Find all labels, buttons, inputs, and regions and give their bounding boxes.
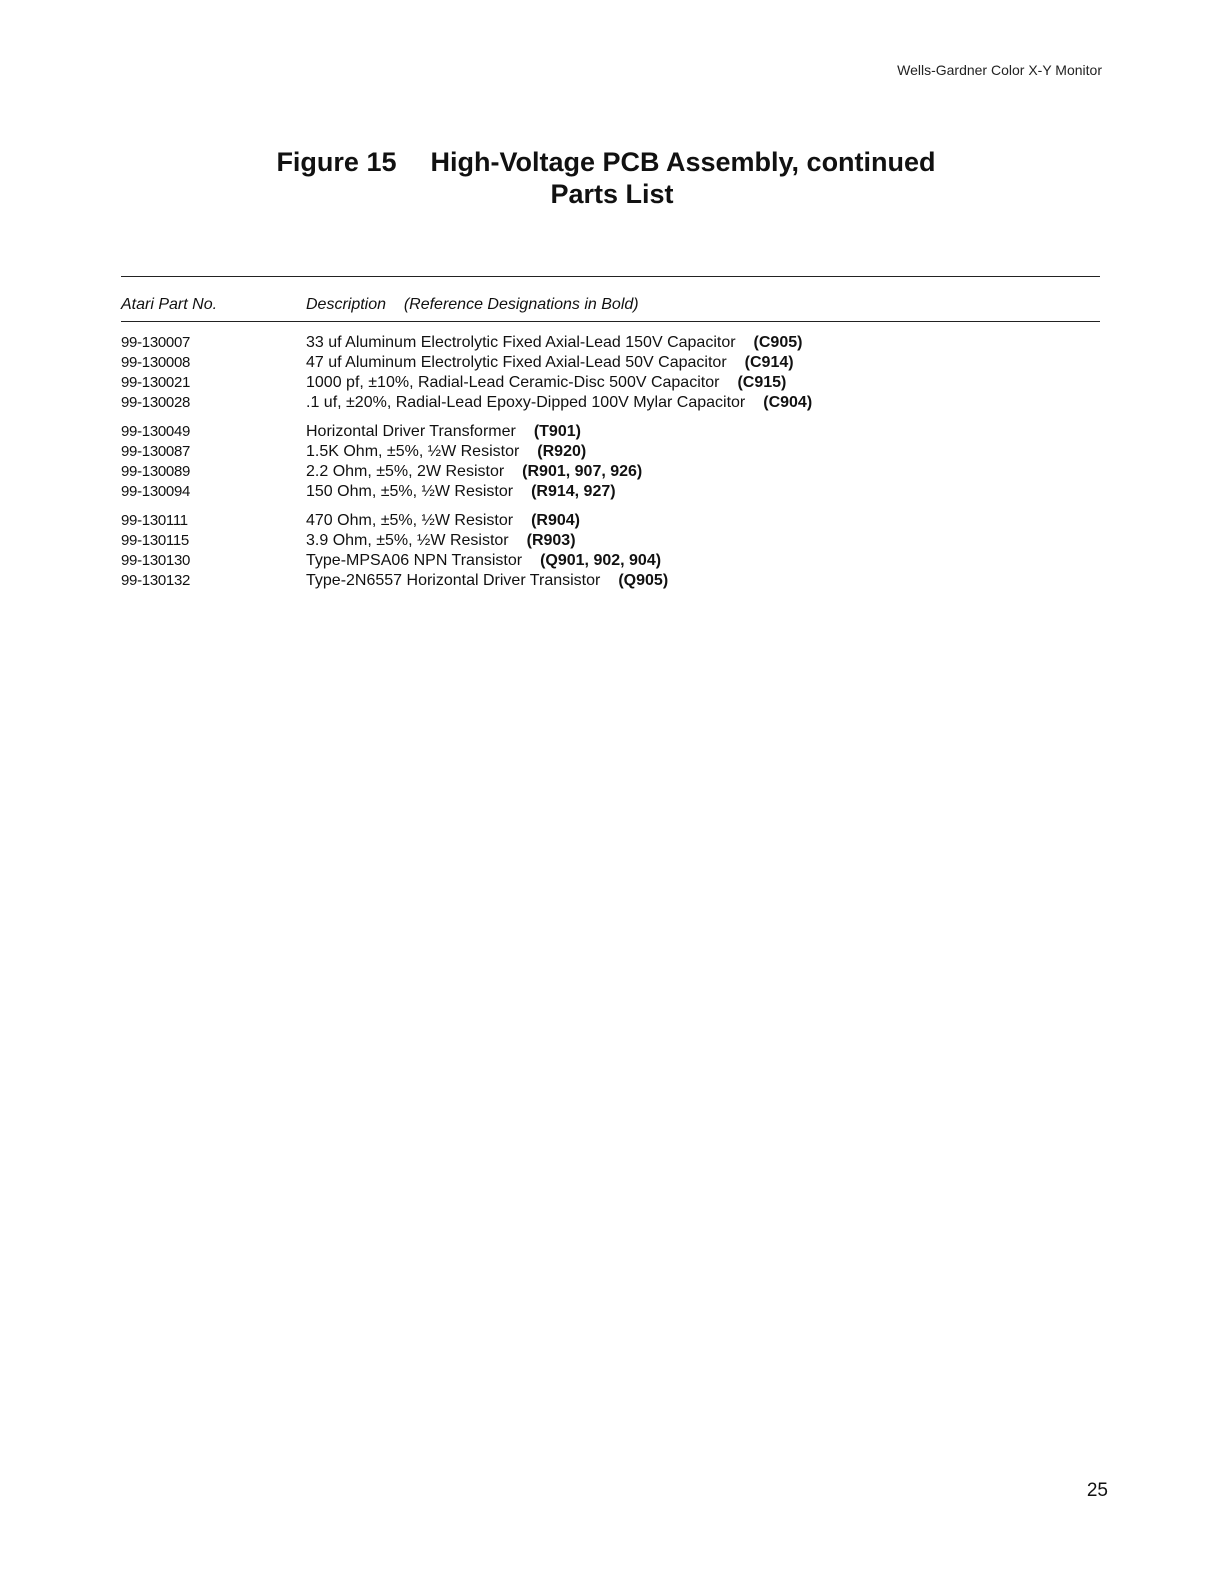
table-row <box>121 551 1100 571</box>
part-number: 99-130130 <box>121 552 191 569</box>
part-description-cell <box>306 442 586 462</box>
reference-designation: (R904) <box>531 512 580 529</box>
part-description-cell <box>306 511 580 531</box>
table-row <box>121 353 1100 373</box>
figure-title <box>0 146 1224 210</box>
part-description: 150 Ohm, ±5%, ½W Resistor <box>306 483 514 500</box>
running-head: Wells-Gardner Color X-Y Monitor <box>897 62 1102 78</box>
table-row <box>121 333 1100 353</box>
title-line-1 <box>0 146 1218 178</box>
table-row <box>121 393 1100 413</box>
part-description: 470 Ohm, ±5%, ½W Resistor <box>306 512 514 529</box>
part-number: 99-130021 <box>121 374 191 391</box>
reference-designation: (Q901, 902, 904) <box>540 552 662 569</box>
figure-subheading: Parts List <box>550 179 674 209</box>
part-number: 99-130008 <box>121 354 191 371</box>
reference-designation: (R901, 907, 926) <box>522 463 643 480</box>
header-description: Description (Reference Designations in Bold) <box>306 296 639 313</box>
part-description-cell <box>306 551 661 571</box>
reference-designation: (C915) <box>737 374 787 391</box>
table-row <box>121 373 1100 393</box>
part-description-cell <box>306 462 642 482</box>
reference-designation: (T901) <box>533 423 581 440</box>
reference-designation: (Q905) <box>618 572 669 589</box>
part-description-cell <box>306 353 794 373</box>
part-description: Type-MPSA06 NPN Transistor <box>306 552 523 569</box>
part-number: 99-130087 <box>121 443 191 460</box>
table-row <box>121 422 1100 442</box>
reference-designation: (C904) <box>763 394 813 411</box>
part-number: 99-130007 <box>121 334 191 351</box>
reference-designation: (C905) <box>753 334 803 351</box>
header-part-number: Atari Part No. <box>121 296 218 313</box>
table-row <box>121 531 1100 551</box>
parts-group <box>121 511 1100 591</box>
figure-number: Figure 15 <box>276 147 397 177</box>
figure-heading: High-Voltage PCB Assembly, continued <box>430 147 936 177</box>
part-description-cell <box>306 531 576 551</box>
parts-group <box>121 422 1100 502</box>
part-number: 99-130115 <box>121 532 189 549</box>
part-description-cell <box>306 373 786 393</box>
part-number: 99-130132 <box>121 572 191 589</box>
parts-group <box>121 333 1100 413</box>
part-description: 3.9 Ohm, ±5%, ½W Resistor <box>306 532 509 549</box>
table-row <box>121 442 1100 462</box>
part-description-cell <box>306 571 668 591</box>
part-description: 1000 pf, ±10%, Radial-Lead Ceramic-Disc 500V Capacitor <box>306 374 720 391</box>
part-number: 99-130089 <box>121 463 191 480</box>
part-number: 99-130028 <box>121 394 191 411</box>
table-row <box>121 511 1100 531</box>
reference-designation: (R903) <box>526 532 576 549</box>
reference-designation: (C914) <box>744 354 794 371</box>
page-number: 25 <box>1086 1480 1108 1501</box>
part-description-cell <box>306 393 812 413</box>
part-description: Horizontal Driver Transformer <box>306 423 516 440</box>
part-description: 33 uf Aluminum Electrolytic Fixed Axial-Lead 150V Capacitor <box>306 334 736 351</box>
reference-designation: (R920) <box>537 443 587 460</box>
part-description: .1 uf, ±20%, Radial-Lead Epoxy-Dipped 100V Mylar Capacitor <box>306 394 746 411</box>
table-row <box>121 462 1100 482</box>
part-number: 99-130094 <box>121 483 191 500</box>
table-header-rule <box>121 321 1100 322</box>
table-top-rule <box>121 276 1100 277</box>
part-number: 99-130049 <box>121 423 191 440</box>
table-row <box>121 482 1100 502</box>
part-description-cell <box>306 333 802 353</box>
part-description: 1.5K Ohm, ±5%, ½W Resistor <box>306 443 520 460</box>
part-description: 2.2 Ohm, ±5%, 2W Resistor <box>306 463 505 480</box>
part-description: Type-2N6557 Horizontal Driver Transistor <box>306 572 601 589</box>
part-description-cell <box>306 482 616 502</box>
table-row <box>121 571 1100 591</box>
reference-designation: (R914, 927) <box>531 483 616 500</box>
part-description: 47 uf Aluminum Electrolytic Fixed Axial-Lead 50V Capacitor <box>306 354 727 371</box>
parts-list <box>121 333 1100 600</box>
part-description-cell <box>306 422 581 442</box>
part-number: 99-130111 <box>121 512 188 529</box>
